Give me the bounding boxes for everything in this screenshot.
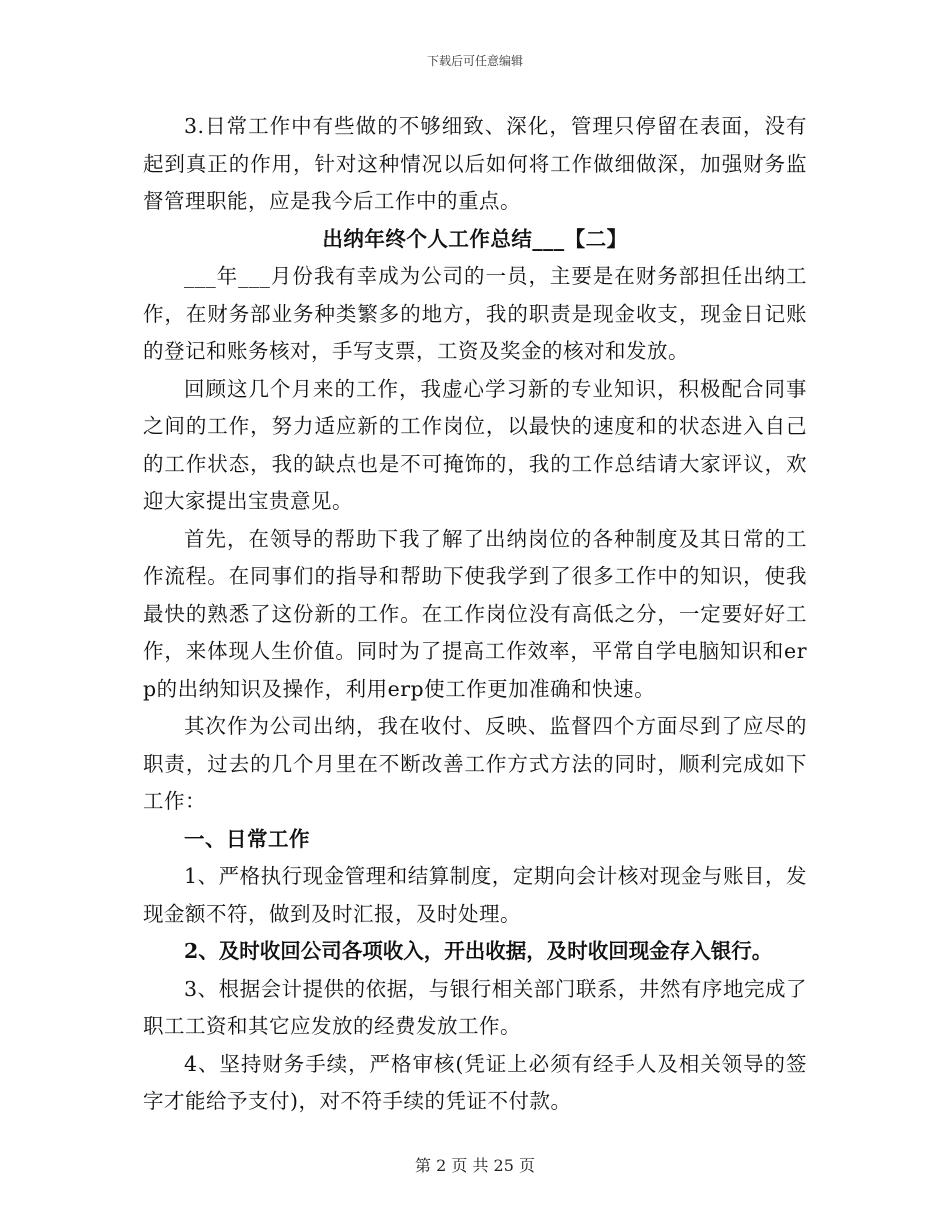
list-item-4: 4、坚持财务手续，严格审核(凭证上必须有经手人及相关领导的签字才能给予支付)，对不符手续的凭证不付款。 [143,1051,807,1113]
paragraph-point-3: 3.日常工作中有些做的不够细致、深化，管理只停留在表面，没有起到真正的作用，针对这种情况以后如何将工作做细做深，加强财务监督管理职能，应是我今后工作中的重点。 [143,114,807,213]
paragraph-review: 回顾这几个月来的工作，我虚心学习新的专业知识，积极配合同事之间的工作，努力适应新的工作岗位，以最快的速度和的状态进入自己的工作状态，我的缺点也是不可掩饰的，我的工作总结请大家评议，欢迎大家提出宝贵意见。 [143,376,807,513]
section-title: 出纳年终个人工作总结___【二】 [322,226,628,251]
page-footer: 第 2 页 共 25 页 [415,1156,535,1175]
paragraph-second: 其次作为公司出纳，我在收付、反映、监督四个方面尽到了应尽的职责，过去的几个月里在不断改善工作方式方法的同时，顺利完成如下工作： [143,714,807,813]
heading-daily-work: 一、日常工作 [184,826,310,851]
paragraph-intro: ___年___月份我有幸成为公司的一员，主要是在财务部担任出纳工作，在财务部业务种类繁多的地方，我的职责是现金收支，现金日记账的登记和账务核对，手写支票，工资及奖金的核对和发放。 [143,264,807,363]
paragraph-first: 首先，在领导的帮助下我了解了出纳岗位的各种制度及其日常的工作流程。在同事们的指导和帮助下使我学到了很多工作中的知识，使我最快的熟悉了这份新的工作。在工作岗位没有高低之分，一定要好好工作，来体现人生价值。同时为了提高工作效率，平常自学电脑知识和erp的出纳知识及操作，利用erp使工作更加准确和快速。 [143,526,807,701]
document-body [143,108,807,1121]
list-item-2: 2、及时收回公司各项收入，开出收据，及时收回现金存入银行。 [184,939,773,963]
list-item-3: 3、根据会计提供的依据，与银行相关部门联系，井然有序地完成了职工工资和其它应发放的经费发放工作。 [143,976,807,1038]
page-header: 下载后可任意编辑 [426,54,523,68]
list-item-1: 1、严格执行现金管理和结算制度，定期向会计核对现金与账目，发现金额不符，做到及时汇报，及时处理。 [143,864,807,926]
